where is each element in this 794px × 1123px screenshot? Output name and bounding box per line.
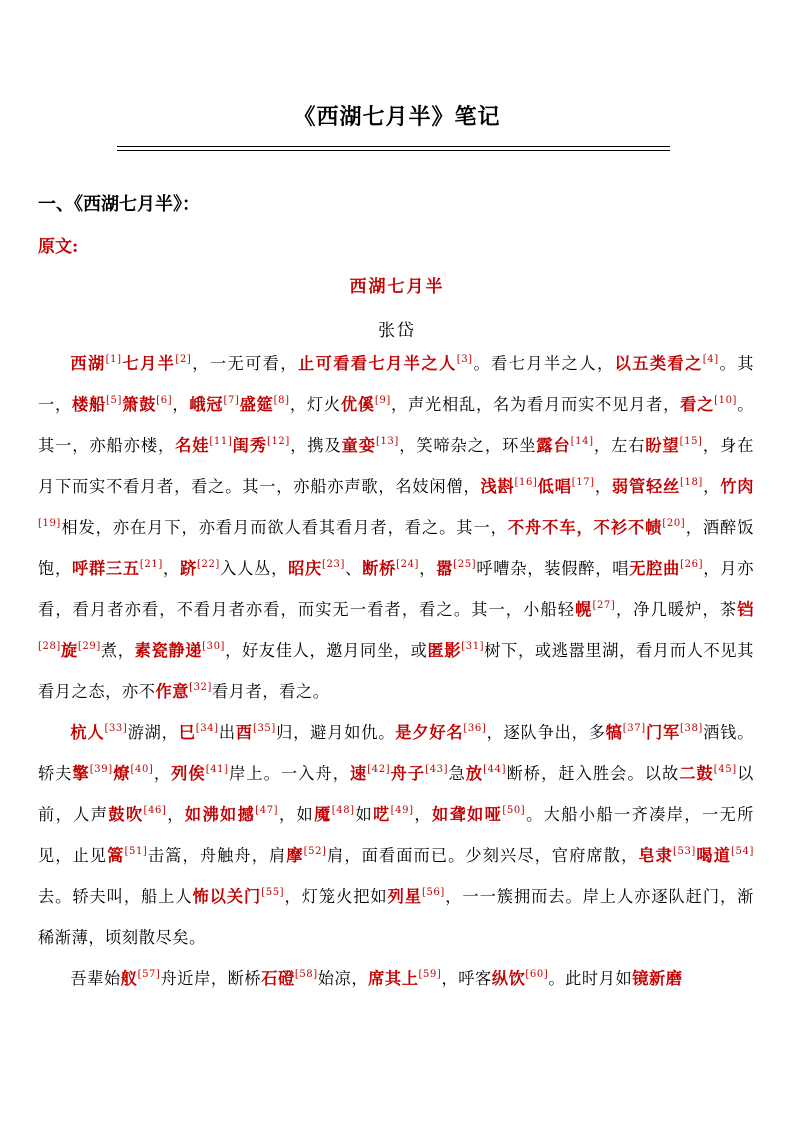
text-run: ，一无可看， — [191, 354, 298, 373]
text-run: 呼嘈杂，装假醉，唱 — [476, 559, 630, 578]
annotated-term: 摩 — [286, 846, 304, 865]
text-run: 。此时月如 — [548, 969, 633, 988]
footnote-marker: [48] — [331, 804, 355, 816]
annotated-term: 舟子 — [390, 764, 426, 783]
footnote-marker: [57] — [137, 968, 161, 980]
footnote-marker: [53] — [672, 845, 696, 857]
footnote-marker: [56] — [421, 886, 445, 898]
annotated-term: 喝道 — [695, 846, 732, 865]
footnote-marker: [18] — [680, 476, 703, 488]
annotated-term: 断桥 — [362, 559, 397, 578]
text-run: ，声光相乱，名为看月而实不见月者， — [390, 395, 681, 414]
annotated-term: 杭人 — [70, 723, 105, 742]
text-run: 以前，人声 — [38, 764, 754, 824]
footnote-marker: [55] — [261, 886, 285, 898]
annotated-term: 舣 — [120, 969, 138, 988]
text-run: ， — [172, 395, 190, 414]
annotated-term: 竹肉 — [720, 477, 754, 496]
footnote-marker: [49] — [390, 804, 414, 816]
text-run: ，灯笼火把如 — [284, 887, 388, 906]
annotated-term: 呓 — [373, 805, 391, 824]
text-run: ，身在月下而实不看月者，看之。其一，亦船亦声歌，名妓闲僧， — [38, 436, 754, 496]
footnote-marker: [15] — [679, 435, 703, 447]
annotated-term: 七月半 — [121, 354, 176, 373]
text-run: ， — [594, 477, 612, 496]
footnote-marker: [52] — [303, 845, 327, 857]
footnote-marker: [45] — [713, 763, 737, 775]
footnote-marker: [13] — [375, 435, 399, 447]
footnote-marker: [2] — [175, 353, 192, 365]
footnote-marker: [34] — [195, 722, 219, 734]
footnote-marker: [37] — [622, 722, 646, 734]
footnote-marker: [44] — [483, 763, 507, 775]
annotated-term: 以五类看之 — [614, 354, 703, 373]
annotated-term: 石磴 — [261, 969, 295, 988]
text-run: ，如 — [278, 805, 315, 824]
annotated-term: 纵饮 — [491, 969, 526, 988]
text-run: ，净几暖炉，茶 — [615, 600, 738, 619]
annotated-term: 无腔曲 — [629, 559, 681, 578]
original-text-label: 原文: — [38, 237, 79, 257]
annotated-term: 楼船 — [72, 395, 107, 414]
essay-title: 西湖七月半 — [349, 277, 445, 297]
document-title: 《西湖七月半》笔记 — [293, 104, 501, 130]
annotated-term: 昭庆 — [288, 559, 323, 578]
footnote-marker: [10] — [714, 394, 738, 406]
annotated-term: 名娃 — [175, 436, 210, 455]
footnote-marker: [24] — [396, 558, 420, 570]
text-run: ，一一簇拥而去。岸上人亦逐队赶门，渐稀渐薄，顷刻散尽矣。 — [38, 887, 754, 947]
annotated-term: 鼓吹 — [108, 805, 144, 824]
title-divider-bottom — [117, 150, 670, 151]
annotated-term: 门军 — [645, 723, 680, 742]
annotated-term: 皂隶 — [638, 846, 673, 865]
annotated-term: 盛筵 — [239, 395, 274, 414]
footnote-marker: [7] — [223, 394, 240, 406]
footnote-marker: [17] — [571, 476, 595, 488]
text-run: 、 — [344, 559, 363, 578]
text-run: ， — [702, 477, 721, 496]
text-run: ，呼客 — [441, 969, 492, 988]
text-run: ，笑啼杂之，环坐 — [398, 436, 537, 455]
text-run: 出 — [218, 723, 236, 742]
footnote-marker: [59] — [418, 968, 442, 980]
annotated-term: 席其上 — [368, 969, 419, 988]
annotated-term: 跻 — [180, 559, 197, 578]
annotated-term: 魇 — [314, 805, 332, 824]
annotated-term: 旋 — [60, 641, 78, 660]
text-run: 断桥，赶入胜会。以故 — [506, 764, 680, 783]
text-run: ，酒醉饭饱， — [38, 518, 755, 578]
text-run: 舟近岸，断桥 — [160, 969, 262, 988]
footnote-marker: [28] — [38, 640, 61, 652]
annotated-term: 不舟不车，不衫不帻 — [507, 518, 663, 537]
annotated-term: 优傒 — [340, 395, 375, 414]
text-run: ， — [162, 559, 181, 578]
footnote-marker: [27] — [592, 599, 616, 611]
annotated-term: 童娈 — [341, 436, 376, 455]
annotated-term: 篙 — [107, 846, 125, 865]
annotated-term: 盼望 — [645, 436, 680, 455]
annotated-term: 列星 — [387, 887, 422, 906]
text-run: ， — [419, 559, 437, 578]
text-run: 急 — [448, 764, 466, 783]
annotated-term: 铛 — [737, 600, 754, 619]
footnote-marker: [19] — [38, 517, 61, 529]
footnote-marker: [46] — [143, 804, 167, 816]
text-run: 归，避月如仇。 — [275, 723, 396, 742]
footnote-marker: [50] — [502, 804, 526, 816]
title-divider-top — [117, 146, 670, 147]
footnote-marker: [35] — [252, 722, 276, 734]
annotated-term: 速 — [349, 764, 368, 783]
footnote-marker: [60] — [525, 968, 549, 980]
footnote-marker: [25] — [453, 558, 477, 570]
text-run: ， — [166, 805, 185, 824]
text-run: 看月者，看之。 — [212, 682, 330, 701]
essay-author: 张岱 — [378, 321, 416, 341]
footnote-marker: [22] — [197, 558, 220, 570]
annotated-term: 嚣 — [436, 559, 454, 578]
text-run: ，灯火 — [289, 395, 341, 414]
footnote-marker: [58] — [294, 968, 318, 980]
annotated-term: 镜新磨 — [632, 969, 683, 988]
text-run: 入人丛， — [219, 559, 289, 578]
annotated-term: 呼群三五 — [71, 559, 140, 578]
footnote-marker: [38] — [679, 722, 703, 734]
text-run: 相发，亦在月下，亦看月而欲人看其看月者，看之。其一， — [60, 518, 508, 537]
annotated-term: 如聋如哑 — [432, 805, 503, 824]
footnote-marker: [14] — [570, 435, 594, 447]
footnote-marker: [51] — [124, 845, 148, 857]
annotated-term: 看之 — [680, 395, 715, 414]
text-run: 。其一，亦船亦楼， — [38, 395, 755, 455]
text-run: 肩，面看面而已。少刻兴尽，官府席散， — [326, 846, 639, 865]
text-run: 。看七月半之人， — [472, 354, 615, 373]
paragraph — [38, 343, 754, 712]
text-run: ， — [413, 805, 432, 824]
footnote-marker: [3] — [456, 353, 473, 365]
text-run: 。大船小船一齐凑岸，一无所见，止见 — [38, 805, 754, 865]
footnote-marker: [8] — [273, 394, 290, 406]
text-run: 吾辈始 — [70, 969, 121, 988]
footnote-marker: [54] — [731, 845, 754, 857]
text-run: ，月亦看，看月者亦看，不看月者亦看，而实无一看者，看之。其一，小船轻 — [38, 559, 755, 619]
paragraph — [38, 958, 754, 999]
footnote-marker: [5] — [106, 394, 122, 406]
annotated-term: 犒 — [605, 723, 623, 742]
annotated-term: 列俟 — [171, 764, 206, 783]
annotated-term: 闺秀 — [232, 436, 267, 455]
annotated-term: 二鼓 — [679, 764, 714, 783]
annotated-term: 擎 — [72, 764, 90, 783]
footnote-marker: [21] — [139, 558, 163, 570]
footnote-marker: [41] — [205, 763, 229, 775]
annotated-term: 西湖 — [70, 354, 106, 373]
annotated-term: 是夕好名 — [395, 723, 464, 742]
footnote-marker: [1] — [105, 353, 122, 365]
footnote-marker: [4] — [702, 353, 719, 365]
footnote-marker: [6] — [156, 394, 173, 406]
footnote-marker: [29] — [77, 640, 101, 652]
footnote-marker: [39] — [89, 763, 113, 775]
paragraph — [38, 712, 754, 958]
footnote-marker: [12] — [266, 435, 290, 447]
annotated-term: 止可看看七月半之人 — [298, 354, 457, 373]
footnote-marker: [40] — [130, 763, 154, 775]
footnote-marker: [33] — [104, 722, 128, 734]
text-run: ，好友佳人，邀月同坐，或 — [225, 641, 428, 660]
footnote-marker: [30] — [202, 640, 226, 652]
annotated-term: 幌 — [575, 600, 593, 619]
footnote-marker: [43] — [425, 763, 449, 775]
annotated-term: 匿影 — [427, 641, 462, 660]
annotated-term: 素瓷静递 — [134, 641, 203, 660]
annotated-term: 弱管轻丝 — [611, 477, 680, 496]
annotated-term: 怖以关门 — [192, 887, 262, 906]
annotated-term: 作意 — [155, 682, 190, 701]
text-run: 煮， — [100, 641, 135, 660]
text-run: ，逐队争出，多 — [486, 723, 606, 742]
footnote-marker: [9] — [374, 394, 391, 406]
footnote-marker: [47] — [255, 804, 279, 816]
footnote-marker: [32] — [189, 681, 213, 693]
footnote-marker: [20] — [662, 517, 686, 529]
footnote-marker: [31] — [461, 640, 485, 652]
essay-body — [38, 343, 754, 999]
annotated-term: 如沸如撼 — [184, 805, 256, 824]
text-run: 岸上。一入舟， — [228, 764, 350, 783]
annotated-term: 酉 — [235, 723, 253, 742]
text-run: ， — [153, 764, 172, 783]
text-run: 。其一， — [38, 354, 755, 414]
annotated-term: 巳 — [178, 723, 196, 742]
footnote-marker: [11] — [209, 435, 233, 447]
annotated-term: 箫鼓 — [122, 395, 157, 414]
annotated-term: 燎 — [112, 764, 131, 783]
footnote-marker: [16] — [514, 476, 538, 488]
footnote-marker: [26] — [680, 558, 704, 570]
footnote-marker: [23] — [322, 558, 345, 570]
annotated-term: 低唱 — [537, 477, 572, 496]
text-run: 树下，或逃嚣里湖，看月而人不见其看月之态，亦不 — [38, 641, 755, 701]
annotated-term: 放 — [465, 764, 484, 783]
text-run: ，左右 — [593, 436, 646, 455]
section-heading: 一、《西湖七月半》： — [38, 194, 200, 215]
annotated-term: 露台 — [536, 436, 571, 455]
text-run: 始凉， — [317, 969, 369, 988]
text-run: 如 — [354, 805, 374, 824]
text-run: 击篙，舟触舟，肩 — [147, 846, 287, 865]
text-run: 去。轿夫叫，船上人 — [38, 887, 193, 906]
footnote-marker: [36] — [463, 722, 487, 734]
annotated-term: 峨冠 — [189, 395, 224, 414]
footnote-marker: [42] — [367, 763, 391, 775]
annotated-term: 浅斟 — [480, 477, 515, 496]
text-run: ，携及 — [289, 436, 342, 455]
text-run: 酒钱。轿夫 — [38, 723, 754, 783]
text-run: 游湖， — [127, 723, 179, 742]
